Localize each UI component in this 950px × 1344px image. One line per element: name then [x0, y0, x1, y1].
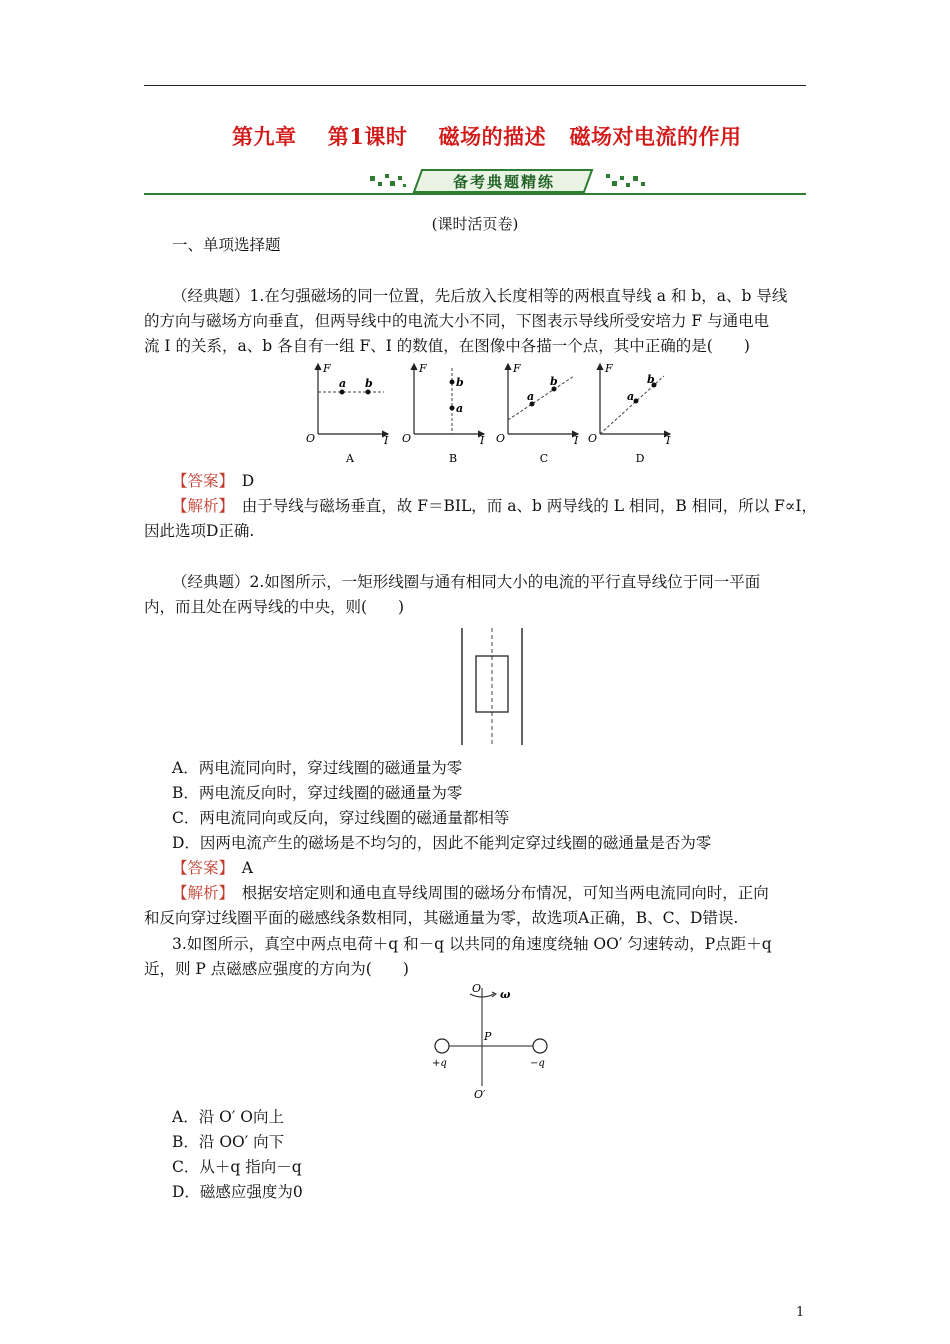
graph-d	[588, 362, 671, 465]
graph-c-f: F	[513, 362, 521, 375]
graph-b-i: I	[480, 434, 485, 447]
q2-analysis-tag: 【解析】	[172, 884, 227, 902]
graph-b-f: F	[419, 362, 427, 375]
banner-dots-left-icon	[370, 174, 406, 187]
q2-option-c: C．两电流同向或反向，穿过线圈的磁通量都相等	[172, 809, 510, 827]
q2-option-b: B．两电流反向时，穿过线圈的磁通量为零	[172, 784, 463, 802]
page-title: 第九章 第1课时 磁场的描述 磁场对电流的作用	[232, 124, 742, 149]
q3-option-c: C．从＋q 指向－q	[172, 1158, 302, 1176]
section-banner	[144, 164, 806, 202]
graph-b-label: B	[448, 452, 458, 465]
q1-line-1: （经典题）1.在匀强磁场的同一位置，先后放入长度相等的两根直导线 a 和 b，a、b 导线	[172, 287, 788, 305]
page-number: 1	[796, 1305, 805, 1320]
graph-d-f: F	[605, 362, 613, 375]
banner-dots-right-icon	[606, 174, 645, 187]
section-heading: 一、单项选择题	[172, 236, 281, 254]
q2-figure	[452, 624, 532, 749]
graph-a-p2: b	[365, 377, 373, 390]
graph-a-i: I	[384, 434, 389, 447]
q2-line-1: （经典题）2.如图所示，一矩形线圈与通有相同大小的电流的平行直导线位于同一平面	[172, 573, 761, 591]
q3-p: P	[484, 1030, 492, 1043]
q3-option-b: B．沿 OO′ 向下	[172, 1133, 285, 1151]
q2-answer	[172, 856, 253, 881]
graph-a-o: O	[306, 432, 316, 445]
q2-line-2: 内，而且处在两导线的中央，则( )	[144, 598, 405, 616]
q1-answer	[172, 469, 254, 494]
q3-option-a: A．沿 O′ O向上	[172, 1108, 284, 1126]
graph-c-i: I	[574, 434, 579, 447]
graph-a	[306, 362, 389, 465]
q3-bottom-label: O′	[474, 1088, 486, 1100]
q2-option-a: A．两电流同向时，穿过线圈的磁通量为零	[172, 759, 463, 777]
q1-answer-value: D	[241, 472, 255, 490]
banner-text: 备考典题精练	[452, 173, 556, 191]
graph-d-p2: b	[647, 373, 655, 386]
graph-c	[496, 362, 579, 465]
q3-left-charge: +q	[432, 1058, 447, 1069]
q2-analysis-line-1	[172, 881, 769, 906]
graph-c-o: O	[496, 432, 506, 445]
graph-b	[402, 362, 485, 465]
graph-d-i: I	[666, 434, 671, 447]
q2-analysis-text-1: 根据安培定则和通电直导线周围的磁场分布情况，可知当两电流同向时，正向	[241, 884, 769, 902]
q1-line-2: 的方向与磁场方向垂直，但两导线中的电流大小不同，下图表示导线所受安培力 F 与通电电	[144, 312, 770, 330]
q3-option-d: D．磁感应强度为0	[172, 1183, 303, 1201]
graph-b-p1: b	[456, 376, 464, 389]
q3-line-2: 近，则 P 点磁感应强度的方向为( )	[144, 960, 409, 978]
q1-analysis-line-1	[172, 494, 817, 519]
graph-d-o: O	[588, 432, 598, 445]
q1-analysis-text-1: 由于导线与磁场垂直，故 F＝BIL，而 a、b 两导线的 L 相同，B 相同，所以 F∝I，	[241, 497, 818, 515]
q3-top-label: O	[472, 982, 482, 995]
graph-d-p1: a	[627, 390, 635, 403]
q3-figure	[426, 982, 556, 1100]
graph-b-o: O	[402, 432, 412, 445]
q3-omega: ω	[500, 988, 511, 1001]
q2-analysis-line-2: 和反向穿过线圈平面的磁感线条数相同，其磁通量为零，故选项A正确，B、C、D错误.	[144, 909, 739, 927]
graph-a-label: A	[346, 452, 354, 465]
page-subtitle: (课时活页卷)	[431, 215, 519, 233]
graph-c-label: C	[539, 452, 549, 465]
q2-answer-tag: 【答案】	[172, 859, 227, 877]
graph-c-p2: b	[550, 375, 558, 388]
graph-b-p2: a	[456, 402, 464, 415]
graph-a-f: F	[323, 362, 331, 375]
q1-analysis-tag: 【解析】	[172, 497, 227, 515]
q3-right-charge: −q	[530, 1058, 545, 1069]
q1-graphs	[300, 360, 680, 468]
graph-a-p1: a	[339, 377, 347, 390]
q3-line-1: 3.如图所示，真空中两点电荷＋q 和－q 以共同的角速度绕轴 OO′ 匀速转动，P点距＋q	[172, 935, 772, 953]
graph-d-label: D	[635, 452, 645, 465]
graph-c-p1: a	[527, 390, 535, 403]
q2-answer-value: A	[241, 859, 253, 877]
q1-analysis-line-2: 因此选项D正确.	[144, 522, 255, 540]
q1-answer-tag: 【答案】	[172, 472, 227, 490]
q1-line-3: 流 I 的关系，a、b 各自有一组 F、I 的数值，在图像中各描一个点，其中正确的是( )	[144, 337, 750, 355]
top-rule	[144, 85, 806, 86]
q2-option-d: D．因两电流产生的磁场是不均匀的，因此不能判定穿过线圈的磁通量是否为零	[172, 834, 712, 852]
